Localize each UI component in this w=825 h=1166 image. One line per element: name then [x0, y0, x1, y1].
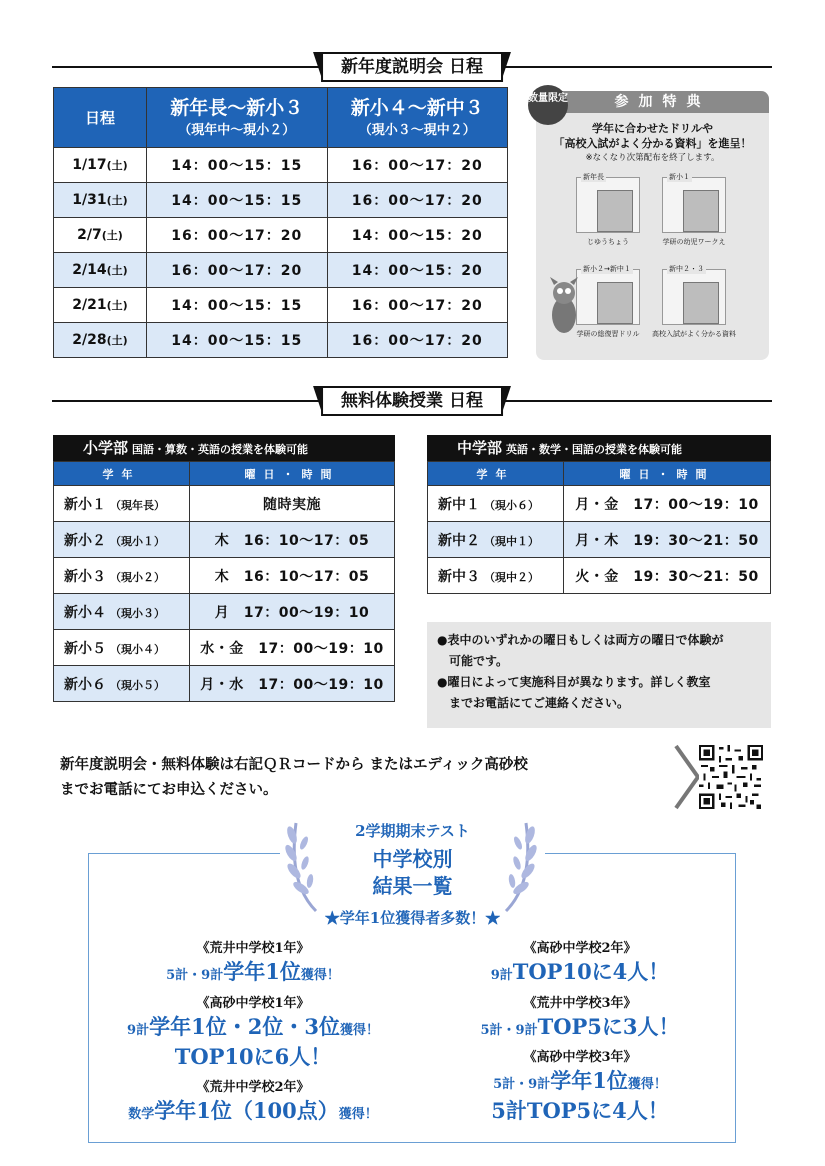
col-day-time: 曜日・時間: [564, 462, 771, 486]
trial-heading: 無料体験授業 日程: [321, 386, 503, 416]
prize-item: 新中２・３ 高校入試がよく分かる資料: [652, 265, 736, 338]
bonus-note: ※なくなり次第配布を終了します。: [585, 153, 720, 163]
mascot-icon: [544, 277, 584, 337]
results-headline: ★学年1位獲得者多数！★: [324, 909, 501, 927]
col-date: 日程: [54, 88, 147, 148]
results-title-1: 2学期期末テスト: [355, 822, 470, 840]
elementary-trial-table: [53, 435, 395, 702]
workbook-icon: [683, 190, 719, 232]
table-row: 新中２ （現中１） 月・木 19：30～21：50: [428, 522, 771, 558]
table-row: 1/31(土) 14：00～15：15 16：00～17：20: [54, 183, 508, 218]
trial-memo: ●表中のいずれかの曜日もしくは両方の曜日で体験が 可能です。 ●曜日によって実施科目が異なります。詳しく教室 までお電話にてご連絡ください。: [427, 622, 771, 728]
col-grade: 学年: [54, 462, 190, 486]
document-icon: [683, 282, 719, 324]
result-entry: 《荒井中学校1年》 5計・9計学年1位獲得！: [166, 941, 340, 984]
trial-section-header: [52, 386, 772, 416]
table-row: 1/17(土) 14：00～15：15 16：00～17：20: [54, 148, 508, 183]
table-row: 2/7(土) 16：00～17：20 14：00～15：20: [54, 218, 508, 253]
apply-instructions: 新年度説明会・無料体験は右記ＱＲコードから またはエディック高砂校 までお電話にてお申込ください。: [60, 757, 528, 798]
table-row: 新小４ （現小３） 月 17：00～19：10: [54, 594, 395, 630]
result-entry: 《高砂中学校2年》 9計TOP10に4人！: [490, 941, 670, 984]
table-row: 2/14(土) 16：00～17：20 14：00～15：20: [54, 253, 508, 288]
junior-header: 中学部 英語・数学・国語の授業を体験可能: [427, 435, 771, 461]
qr-code[interactable]: [697, 745, 765, 809]
prize-item: 新小１ 学研の幼児ワークえ: [662, 173, 726, 246]
drill-book-icon: [597, 282, 633, 324]
result-entry: 《高砂中学校1年》 9計学年1位・2位・3位獲得！ TOP10に6人！: [127, 996, 379, 1069]
results-title-3: 結果一覧: [372, 874, 453, 898]
table-row: 新小１ （現年長） 随時実施: [54, 486, 395, 522]
col-older: 新小４～新中３ （現小３～現中２）: [327, 88, 508, 148]
elementary-header: 小学部 国語・算数・英語の授業を体験可能: [53, 435, 395, 461]
col-day-time: 曜日・時間: [190, 462, 395, 486]
limited-badge: 数量限定: [528, 85, 568, 125]
table-row: 2/28(土) 14：00～15：15 16：00～17：20: [54, 323, 508, 358]
bonus-description: 学年に合わせたドリルや 「高校入試がよく分かる資料」を進呈！: [553, 122, 752, 150]
table-row: 新小３ （現小２） 木 16：10～17：05: [54, 558, 395, 594]
prize-item: 新小２→新中１ 学研の総復習ドリル: [576, 265, 640, 338]
prize-item: 新年長 じゆうちょう: [570, 173, 646, 251]
notebook-icon: [597, 190, 633, 232]
table-row: 新中３ （現中２） 火・金 19：30～21：50: [428, 558, 771, 594]
col-grade: 学年: [428, 462, 564, 486]
table-row: 2/21(土) 14：00～15：15 16：00～17：20: [54, 288, 508, 323]
table-row: 新中１ （現小６） 月・金 17：00～19：10: [428, 486, 771, 522]
result-entry: 《荒井中学校3年》 5計・9計TOP5に3人！: [480, 996, 680, 1039]
briefing-section-header: [52, 52, 772, 82]
result-entry: 《荒井中学校2年》 数学学年1位（100点）獲得！: [128, 1080, 378, 1123]
bonus-title: 参加特典: [536, 91, 769, 113]
table-row: 新小５ （現小４） 水・金 17：00～19：10: [54, 630, 395, 666]
table-row: 新小６ （現小５） 月・水 17：00～19：10: [54, 666, 395, 702]
bonus-box: [528, 91, 769, 360]
col-younger: 新年長～新小３ （現年中～現小２）: [147, 88, 328, 148]
table-row: 新小２ （現小１） 木 16：10～17：05: [54, 522, 395, 558]
results-title-2: 中学校別: [372, 847, 453, 871]
briefing-schedule-table: [53, 87, 508, 358]
briefing-heading: 新年度説明会 日程: [321, 52, 503, 82]
result-entry: 《高砂中学校3年》 5計・9計学年1位獲得！ 5計TOP5に4人！: [491, 1050, 669, 1123]
junior-trial-table: [427, 435, 771, 594]
